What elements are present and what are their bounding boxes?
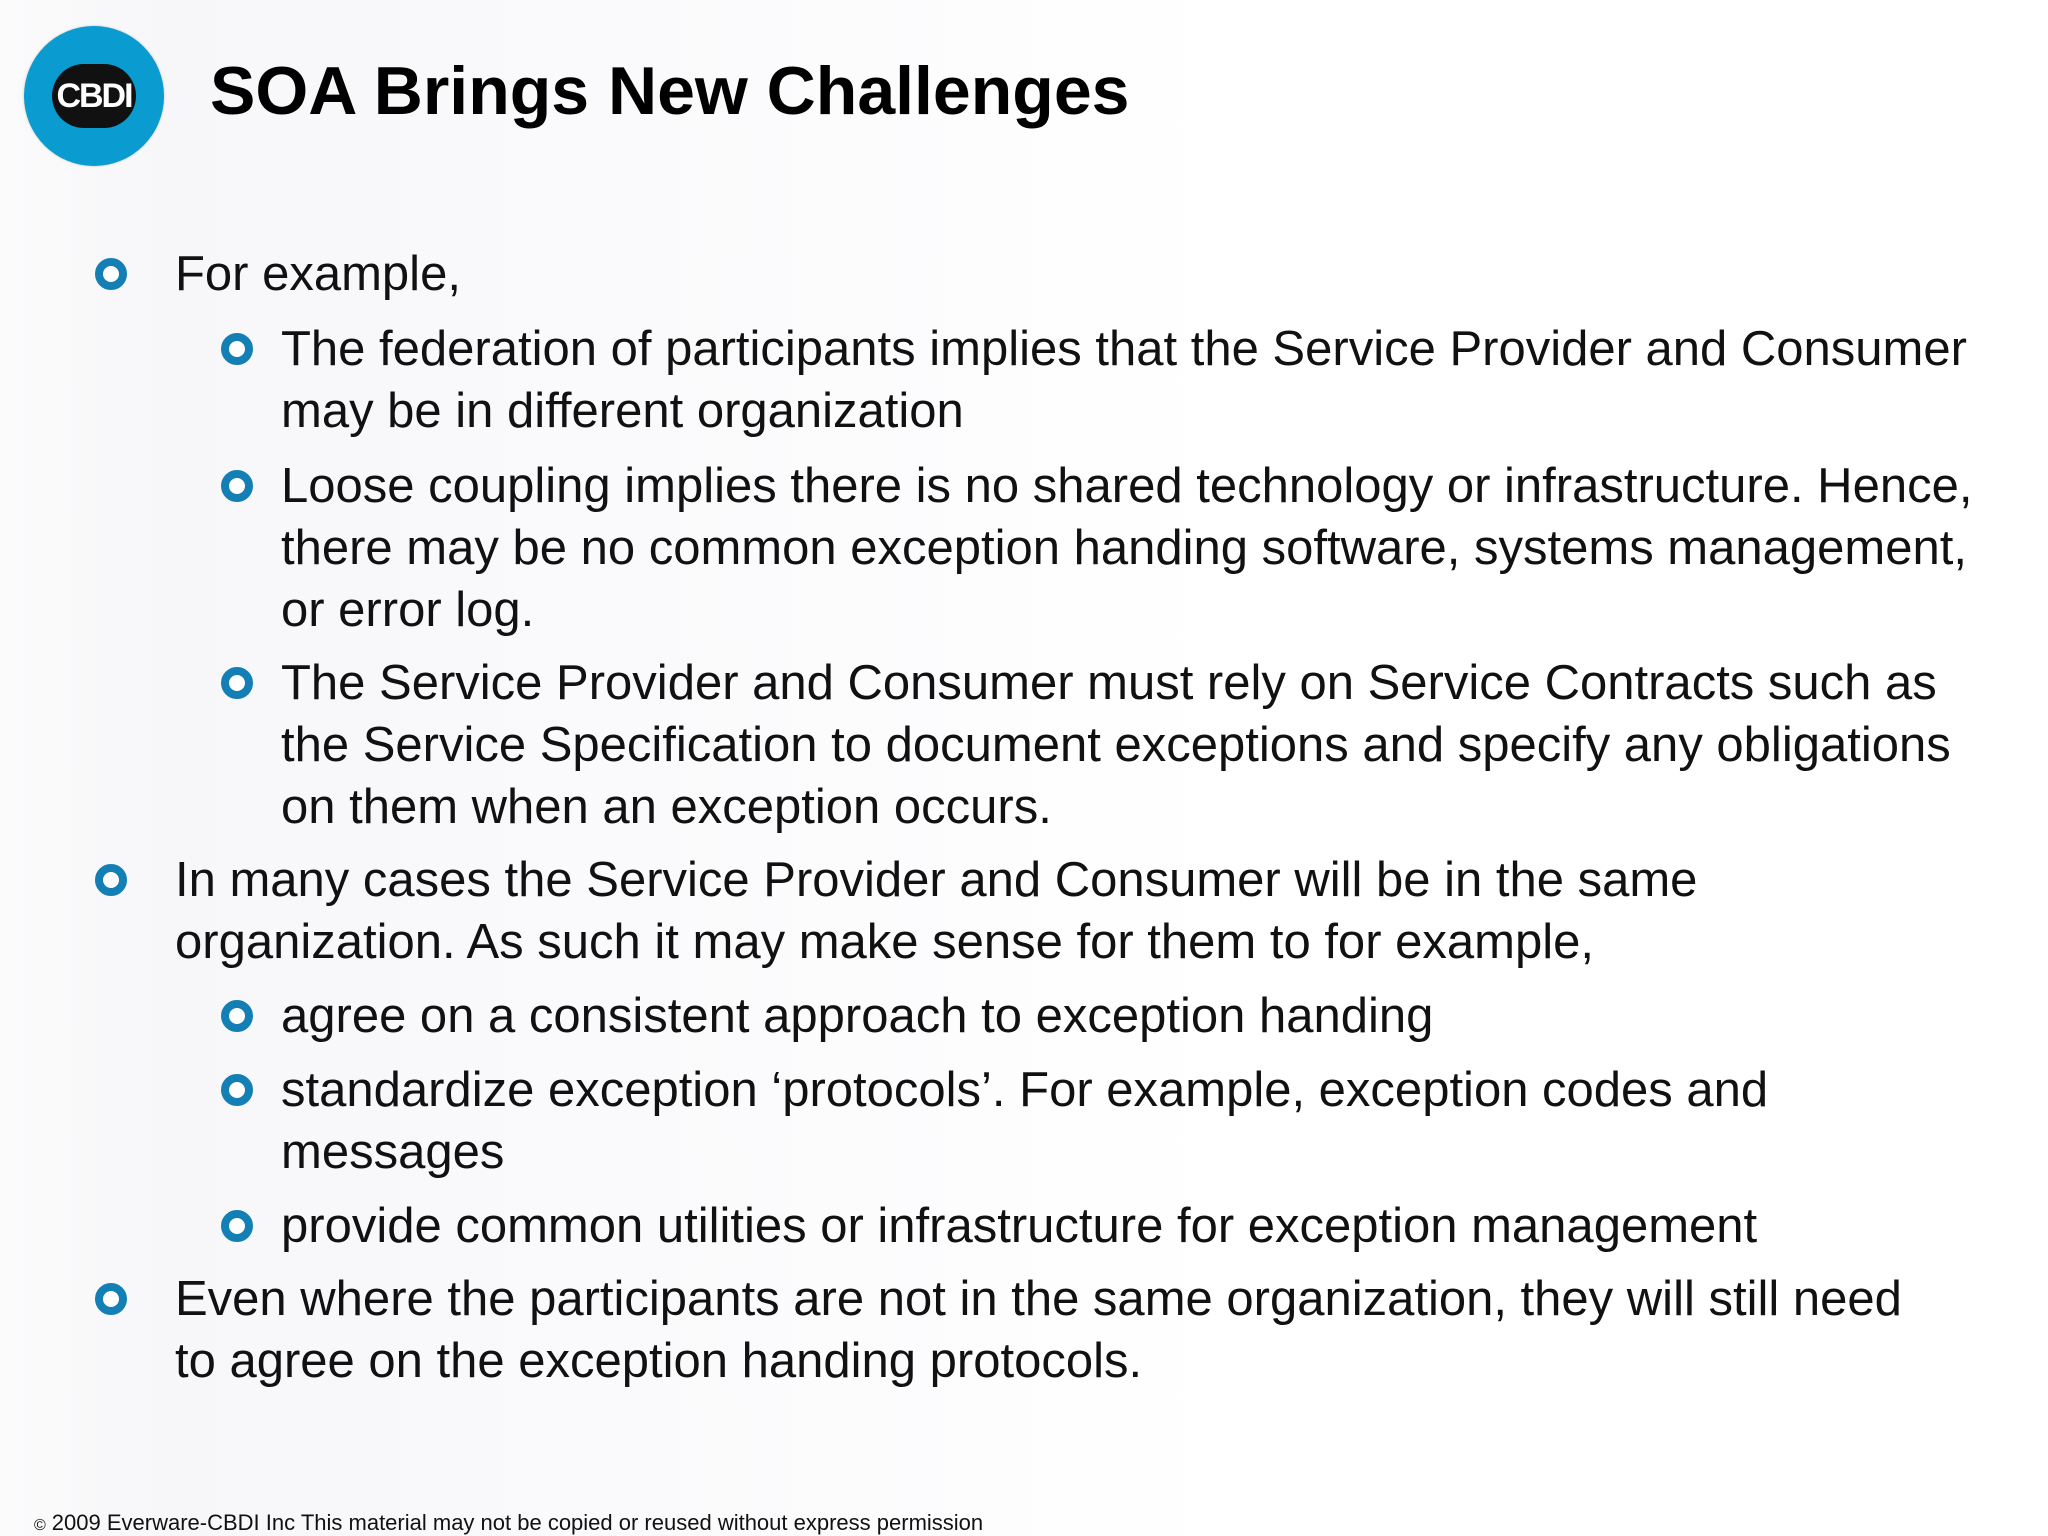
- sub-bullet-item: [281, 1195, 1981, 1257]
- bullet-icon: [221, 333, 253, 365]
- sub-bullet-item: [281, 652, 1981, 838]
- bullet-item: [175, 243, 1925, 305]
- sub-bullet-item: [281, 455, 1981, 641]
- bullet-icon: [221, 1074, 253, 1106]
- bullet-text: standardize exception ‘protocols’. For example, exception codes and messages: [281, 1063, 1769, 1179]
- copyright-text: 2009 Everware-CBDI Inc This material may not be copied or reused without express permission: [51, 1510, 984, 1535]
- bullet-icon: [95, 1283, 127, 1315]
- bullet-text: The federation of participants implies that the Service Provider and Consumer may be in different organization: [281, 322, 1967, 438]
- bullet-text: provide common utilities or infrastructure for exception management: [281, 1199, 1758, 1253]
- copyright-icon: ©: [34, 1517, 46, 1534]
- bullet-text: Even where the participants are not in the same organization, they will still need to agree on the exception handing protocols.: [175, 1272, 1902, 1388]
- bullet-text: agree on a consistent approach to exception handing: [281, 989, 1434, 1043]
- bullet-text: Loose coupling implies there is no shared technology or infrastructure. Hence, there may be no common exception handing software, systems management, or error log.: [281, 459, 1973, 637]
- slide-title: SOA Brings New Challenges: [210, 53, 1130, 129]
- bullet-text: In many cases the Service Provider and Consumer will be in the same organization. As such it may make sense for them to for example,: [175, 853, 1698, 969]
- bullet-item: [175, 849, 1925, 973]
- bullet-icon: [221, 1210, 253, 1242]
- bullet-icon: [95, 258, 127, 290]
- sub-bullet-item: [281, 1059, 1981, 1183]
- bullet-text: The Service Provider and Consumer must rely on Service Contracts such as the Service Specification to document exceptions and specify any obligations on them when an exception occurs.: [281, 656, 1951, 834]
- sub-bullet-item: [281, 318, 1981, 442]
- bullet-icon: [221, 1000, 253, 1032]
- bullet-icon: [221, 667, 253, 699]
- bullet-icon: [221, 470, 253, 502]
- logo-text: CBDI: [56, 76, 132, 115]
- bullet-icon: [95, 864, 127, 896]
- copyright-footer: [34, 1510, 983, 1536]
- logo-badge: [52, 64, 136, 128]
- cbdi-logo: [24, 26, 164, 166]
- sub-bullet-item: [281, 985, 1981, 1047]
- bullet-text: For example,: [175, 247, 461, 301]
- bullet-item: [175, 1268, 1925, 1392]
